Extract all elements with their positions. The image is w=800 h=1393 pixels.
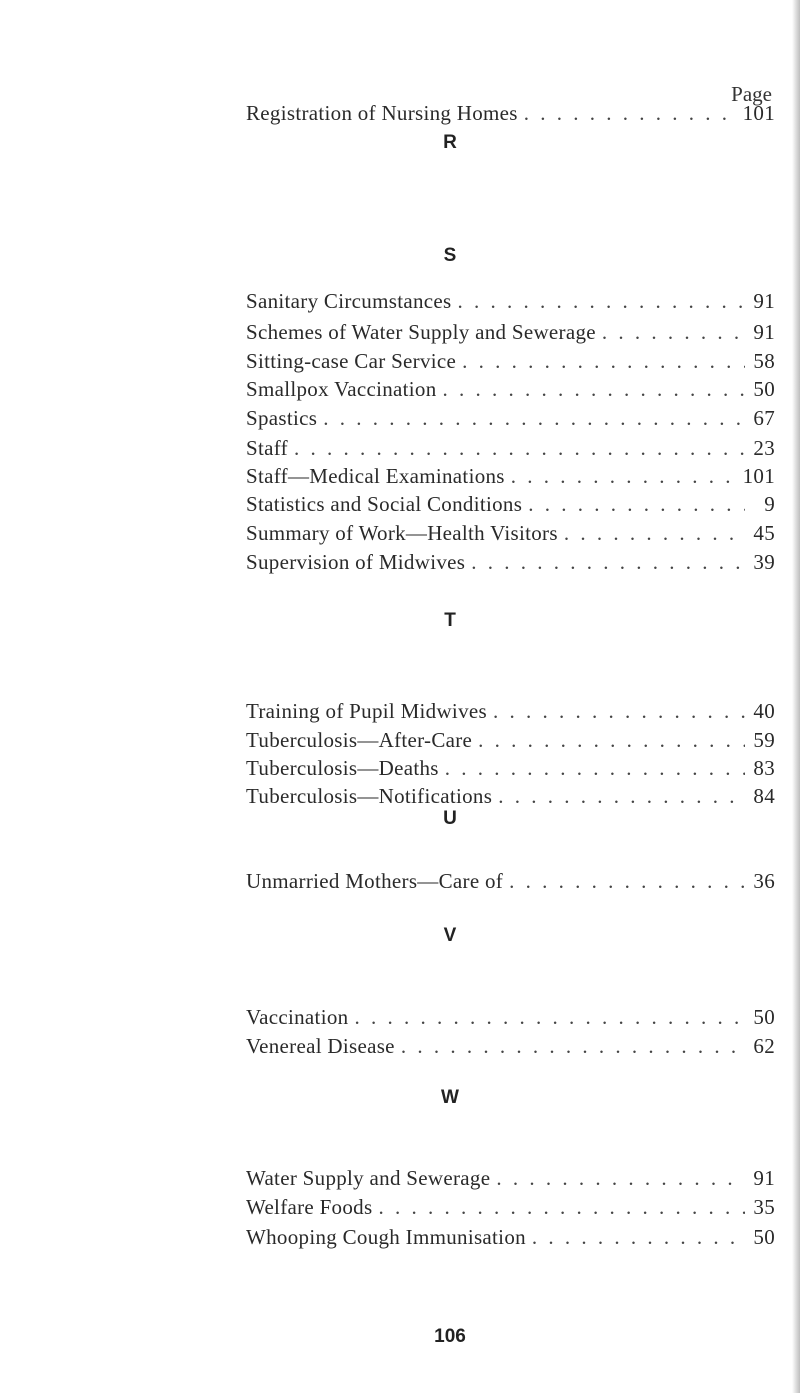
index-entry bbox=[246, 287, 775, 315]
index-entry bbox=[246, 375, 775, 403]
index-entry bbox=[246, 1193, 775, 1221]
index-entry bbox=[246, 1003, 775, 1031]
entry-label: Spastics bbox=[246, 406, 318, 430]
entry-label: Tuberculosis—Deaths bbox=[246, 756, 439, 780]
entry-label: Tuberculosis—After-Care bbox=[246, 728, 473, 752]
index-entry bbox=[246, 754, 775, 782]
leader-dots bbox=[528, 490, 745, 518]
leader-dots bbox=[478, 726, 745, 754]
entry-label: Summary of Work—Health Visitors bbox=[246, 521, 558, 545]
section-letter: U bbox=[443, 808, 457, 829]
entry-label: Staff bbox=[246, 436, 288, 460]
leader-dots bbox=[354, 1003, 745, 1031]
section-letter: W bbox=[441, 1087, 459, 1108]
entry-page-number: 101 bbox=[742, 101, 775, 125]
leader-dots bbox=[378, 1193, 745, 1221]
leader-dots bbox=[532, 1223, 745, 1251]
entry-label: Schemes of Water Supply and Sewerage bbox=[246, 320, 596, 344]
entry-label: Registration of Nursing Homes bbox=[246, 101, 518, 125]
index-entry bbox=[246, 490, 775, 518]
section-letter: R bbox=[443, 132, 457, 153]
leader-dots bbox=[493, 697, 745, 725]
leader-dots bbox=[323, 404, 745, 432]
entry-page-number: 84 bbox=[753, 784, 775, 808]
leader-dots bbox=[401, 1032, 745, 1060]
leader-dots bbox=[462, 347, 745, 375]
leader-dots bbox=[509, 867, 745, 895]
entry-label: Unmarried Mothers—Care of bbox=[246, 869, 504, 893]
entry-label: Staff—Medical Examinations bbox=[246, 464, 505, 488]
entry-label: Training of Pupil Midwives bbox=[246, 699, 487, 723]
entry-page-number: 59 bbox=[753, 728, 775, 752]
leader-dots bbox=[564, 519, 745, 547]
entry-page-number: 9 bbox=[764, 492, 775, 516]
entry-label: Welfare Foods bbox=[246, 1195, 373, 1219]
section-letter: T bbox=[444, 610, 456, 631]
entry-label: Sitting-case Car Service bbox=[246, 349, 457, 373]
entry-page-number: 67 bbox=[753, 406, 775, 430]
index-entry bbox=[246, 347, 775, 375]
index-entry bbox=[246, 318, 775, 346]
entry-label: Water Supply and Sewerage bbox=[246, 1166, 491, 1190]
entry-page-number: 50 bbox=[753, 1225, 775, 1249]
page-number: 106 bbox=[434, 1326, 466, 1347]
index-entry bbox=[246, 548, 775, 576]
index-entry bbox=[246, 99, 775, 127]
section-letter: S bbox=[443, 245, 457, 266]
entry-label: Statistics and Social Conditions bbox=[246, 492, 523, 516]
section-letter: V bbox=[443, 925, 457, 946]
entry-page-number: 91 bbox=[753, 320, 775, 344]
index-entry bbox=[246, 519, 775, 547]
entry-page-number: 101 bbox=[742, 464, 775, 488]
index-entry bbox=[246, 867, 775, 895]
entry-page-number: 23 bbox=[753, 436, 775, 460]
entry-page-number: 50 bbox=[753, 377, 775, 401]
index-entry bbox=[246, 697, 775, 725]
entry-label: Venereal Disease bbox=[246, 1034, 395, 1058]
index-entry bbox=[246, 404, 775, 432]
leader-dots bbox=[471, 548, 745, 576]
entry-page-number: 50 bbox=[753, 1005, 775, 1029]
index-entry bbox=[246, 462, 775, 490]
leader-dots bbox=[443, 375, 746, 403]
entry-page-number: 58 bbox=[753, 349, 775, 373]
entry-label: Supervision of Midwives bbox=[246, 550, 466, 574]
entry-page-number: 91 bbox=[753, 289, 775, 313]
index-entry bbox=[246, 434, 775, 462]
leader-dots bbox=[496, 1164, 745, 1192]
index-entry bbox=[246, 782, 775, 810]
leader-dots bbox=[294, 434, 745, 462]
page-column-header: Page bbox=[731, 82, 772, 106]
index-entry bbox=[246, 1223, 775, 1251]
index-entry bbox=[246, 1032, 775, 1060]
entry-page-number: 62 bbox=[753, 1034, 775, 1058]
leader-dots bbox=[498, 782, 745, 810]
entry-page-number: 45 bbox=[753, 521, 775, 545]
entry-label: Sanitary Circumstances bbox=[246, 289, 452, 313]
entry-label: Vaccination bbox=[246, 1005, 349, 1029]
entry-page-number: 35 bbox=[753, 1195, 775, 1219]
entry-page-number: 91 bbox=[753, 1166, 775, 1190]
leader-dots bbox=[602, 318, 745, 346]
entry-label: Whooping Cough Immunisation bbox=[246, 1225, 526, 1249]
index-entry bbox=[246, 726, 775, 754]
entry-page-number: 40 bbox=[753, 699, 775, 723]
leader-dots bbox=[445, 754, 745, 782]
entry-page-number: 36 bbox=[753, 869, 775, 893]
leader-dots bbox=[457, 287, 745, 315]
leader-dots bbox=[511, 462, 737, 490]
index-entry bbox=[246, 1164, 775, 1192]
entry-page-number: 39 bbox=[753, 550, 775, 574]
entry-label: Smallpox Vaccination bbox=[246, 377, 437, 401]
entry-page-number: 83 bbox=[753, 756, 775, 780]
entry-label: Tuberculosis—Notifications bbox=[246, 784, 493, 808]
leader-dots bbox=[524, 99, 737, 127]
